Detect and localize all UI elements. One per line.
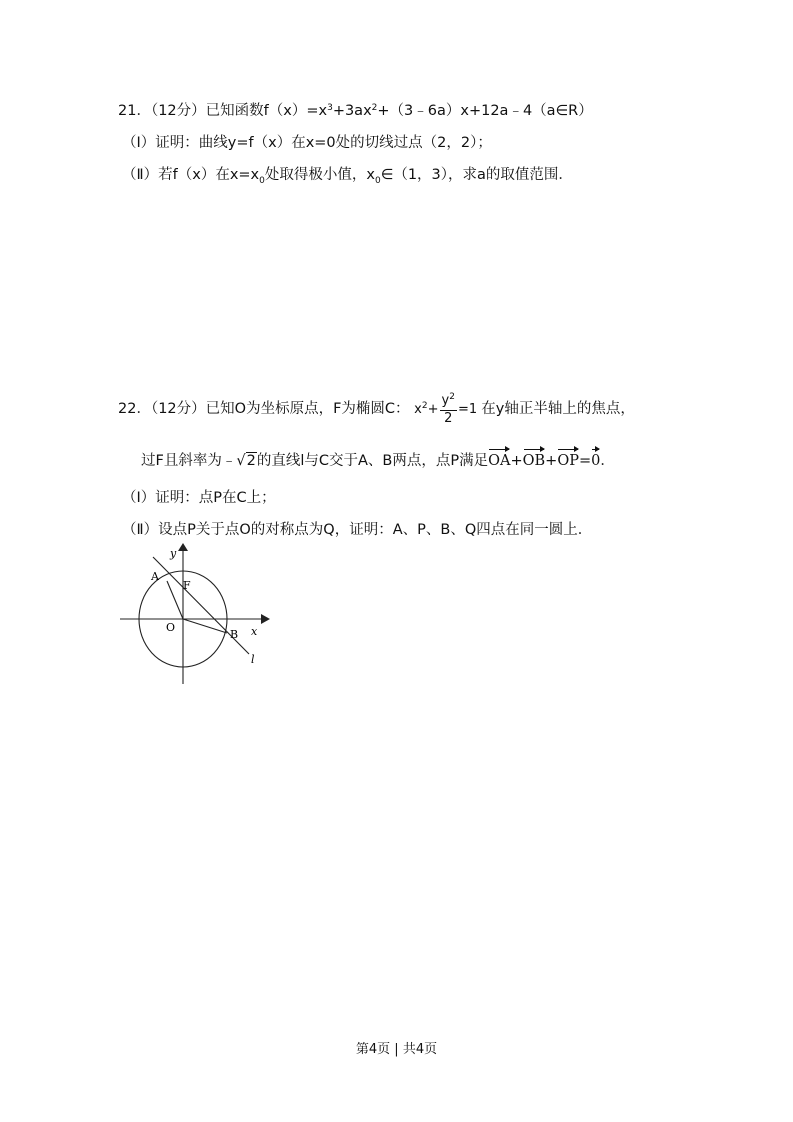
equals: = [578, 453, 592, 469]
q22-text: 已知O为坐标原点，F为椭圆C： [205, 401, 410, 417]
segment-oa [167, 581, 183, 619]
q21-part2-text: （Ⅱ）若f（x）在x=x [122, 167, 260, 183]
q22-part1: （Ⅰ）证明：点P在C上； [122, 490, 276, 506]
q21-exponent-2: 2 [371, 103, 378, 113]
q22-score: （12分） [150, 401, 206, 417]
q21-exponent-3: 3 [327, 103, 333, 113]
eq-fraction [440, 393, 457, 426]
sqrt-2 [236, 451, 256, 471]
eq-plus: + [427, 402, 439, 417]
eq-x-exp: 2 [421, 401, 428, 411]
label-f: F [183, 579, 191, 592]
plus: + [545, 453, 558, 469]
q21-part1: （Ⅰ）证明：曲线y=f（x）在x=0处的切线过点（2，2）； [122, 135, 492, 151]
q21-part2-text: 处取得极小值，x [264, 167, 375, 183]
q22-line2-text: 的直线l与C交于A、B两点，点P满足 [256, 453, 489, 469]
q22-number: 22． [118, 401, 151, 417]
ellipse-equation [414, 392, 481, 426]
vector-op: OP [557, 453, 579, 469]
q21-text: +（3﹣6a）x+12a﹣4（a∈R） [377, 103, 593, 119]
x-axis-arrow [261, 614, 270, 624]
q21-text: +3ax [332, 103, 372, 119]
q22-text: 在y轴正半轴上的焦点， [481, 401, 635, 417]
label-a: A [151, 570, 159, 583]
q21-part2-text: ∈（1，3），求a的取值范围． [380, 167, 573, 183]
y-axis-arrow [178, 543, 188, 551]
label-b: B [230, 628, 239, 641]
label-o: O [166, 621, 176, 634]
ellipse-figure [115, 543, 275, 693]
plus: + [510, 453, 523, 469]
eq-rhs: =1 [457, 402, 478, 417]
page-footer: 第4页 | 共4页 [355, 1042, 438, 1057]
q21-subscript: 0 [259, 176, 265, 186]
vector-zero: 0 [591, 453, 601, 469]
q21-score: （12分） [150, 103, 206, 119]
label-x: x [251, 625, 258, 638]
vector-ob: OB [522, 453, 546, 469]
segment-ob [183, 619, 227, 633]
q21-number: 21． [118, 103, 151, 119]
q21-subscript: 0 [374, 176, 381, 186]
q21-title [118, 101, 593, 123]
eq-den: 2 [444, 411, 453, 426]
sqrt-symbol: √ [236, 453, 246, 469]
q22-line2 [141, 451, 615, 471]
q22-line2-text: 过F且斜率为﹣ [141, 453, 237, 469]
q21-part2 [122, 165, 573, 187]
label-y: y [170, 547, 177, 560]
period: ． [600, 453, 615, 469]
eq-x: x [414, 402, 422, 417]
vector-oa: OA [488, 453, 511, 469]
q22-part2: （Ⅱ）设点P关于点O的对称点为Q，证明：A、P、B、Q四点在同一圆上． [122, 522, 593, 538]
eq-num-exp: 2 [449, 392, 455, 402]
sqrt-radicand: 2 [246, 453, 256, 469]
q22-title [118, 392, 635, 428]
eq-num: y [441, 393, 450, 408]
q21-text: 已知函数f（x）=x [205, 103, 328, 119]
label-l: l [251, 653, 255, 666]
